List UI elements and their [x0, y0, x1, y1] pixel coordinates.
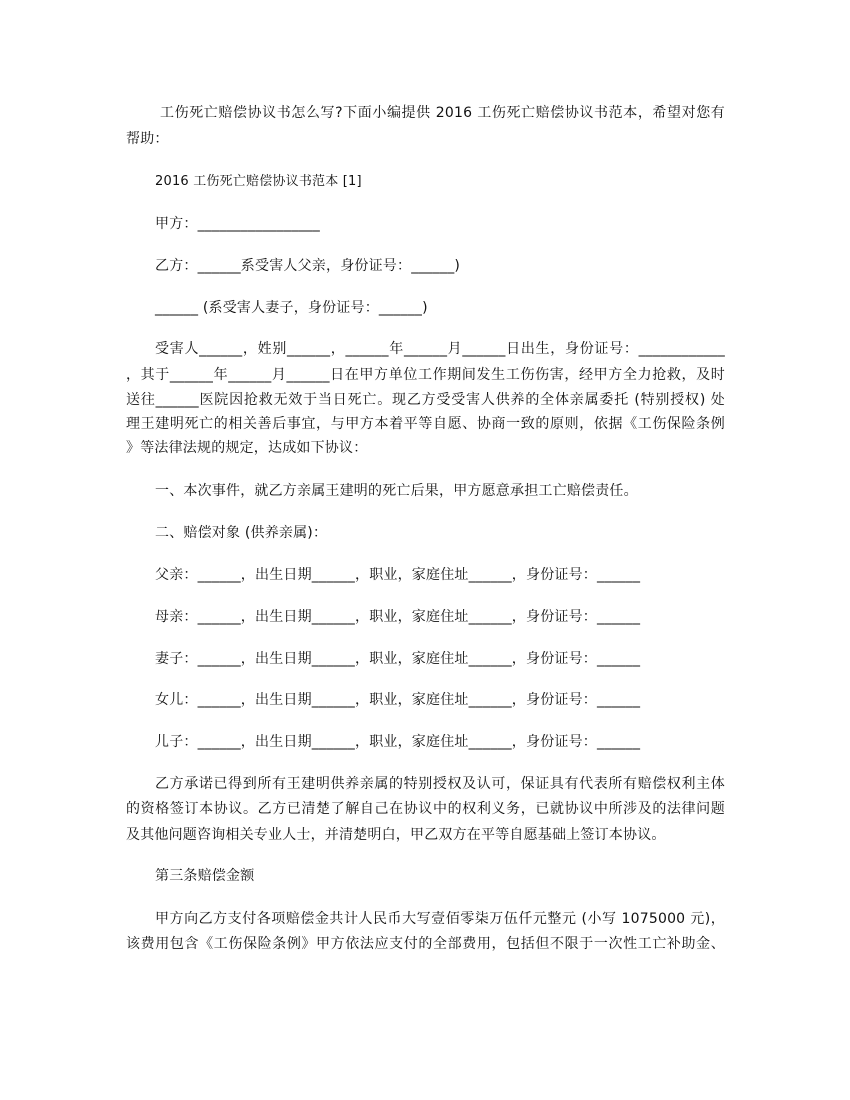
payment-para-line-2: 该费用包含《工伤保险条例》甲方依法应支付的全部费用，包括但不限于一次性工亡补助金、: [126, 936, 725, 952]
relative-daughter: 女儿：______，出生日期______，职业，家庭住址______，身份证号：______: [155, 692, 641, 708]
agreement-heading: 2016 工伤死亡赔偿协议书范本 [1]: [155, 174, 362, 189]
relative-son: 儿子：______，出生日期______，职业，家庭住址______，身份证号：______: [155, 734, 641, 750]
relative-father: 父亲：______，出生日期______，职业，家庭住址______，身份证号：______: [155, 567, 641, 583]
victim-para-line-3: 送往______医院因抢救无效于当日死亡。现乙方受受害人供养的全体亲属委托 (特别授权) 处: [126, 392, 725, 408]
intro-line-2: 帮助：: [126, 131, 169, 147]
party-a-line: 甲方：_________________: [155, 216, 320, 232]
clause-1: 一、本次事件，就乙方亲属王建明的死亡后果，甲方愿意承担工亡赔偿责任。: [155, 483, 638, 499]
victim-para-line-4: 理王建明死亡的相关善后事宜，与甲方本着平等自愿、协商一致的原则，依据《工伤保险条例: [126, 416, 725, 432]
intro-line-1: 工伤死亡赔偿协议书怎么写?下面小编提供 2016 工伤死亡赔偿协议书范本，希望对您有: [160, 105, 725, 121]
promise-para-line-2: 的资格签订本协议。乙方已清楚了解自己在协议中的权利义务，已就协议中所涉及的法律问题: [126, 801, 725, 817]
victim-para-line-5: 》等法律法规的规定，达成如下协议：: [126, 440, 368, 456]
section-3-title: 第三条赔偿金额: [155, 868, 255, 884]
relative-mother: 母亲：______，出生日期______，职业，家庭住址______，身份证号：______: [155, 609, 641, 625]
party-b-line: 乙方：______系受害人父亲，身份证号：______): [155, 258, 461, 274]
relative-wife: 妻子：______，出生日期______，职业，家庭住址______，身份证号：______: [155, 651, 641, 667]
party-b-second-line: ______ (系受害人妻子，身份证号：______): [155, 300, 428, 316]
clause-2: 二、赔偿对象 (供养亲属)：: [155, 525, 328, 541]
promise-para-line-3: 及其他问题咨询相关专业人士，并清楚明白，甲乙双方在平等自愿基础上签订本协议。: [126, 827, 666, 843]
promise-para-line-1: 乙方承诺已得到所有王建明供养亲属的特别授权及认可，保证具有代表所有赔偿权利主体: [155, 776, 725, 792]
victim-para-line-1: 受害人______，姓别______，______年______月______日出生，身份证号：____________: [155, 341, 725, 357]
victim-para-line-2: ，其于______年______月______日在甲方单位工作期间发生工伤伤害，经甲方全力抢救，及时: [126, 367, 725, 383]
payment-para-line-1: 甲方向乙方支付各项赔偿金共计人民币大写壹佰零柒万伍仟元整元 (小写 1075000 元)，: [155, 911, 725, 927]
